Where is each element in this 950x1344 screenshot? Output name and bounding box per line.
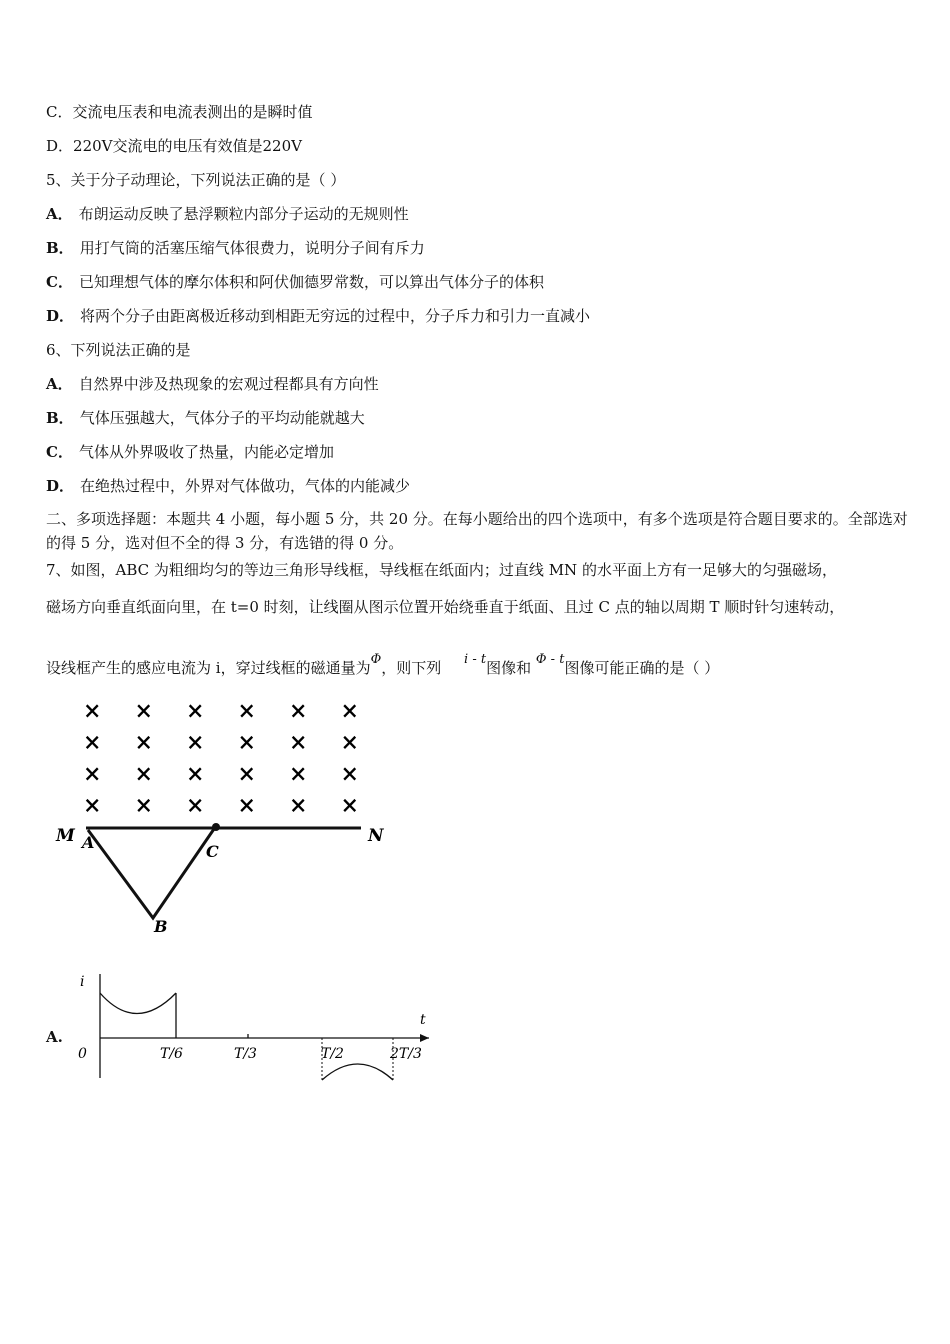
option-label: B．	[46, 409, 74, 427]
q7-line3	[46, 652, 720, 680]
point-c-dot	[212, 823, 220, 831]
field-cross: ×	[186, 698, 205, 724]
field-cross: ×	[186, 792, 205, 819]
q7-text: 图像和	[486, 659, 532, 677]
q4-option-c: C．交流电压表和电流表测出的是瞬时值	[46, 103, 313, 121]
field-cross: ×	[186, 761, 205, 787]
q5-option-a	[46, 204, 409, 224]
current-curve-negative	[322, 1064, 393, 1080]
triangle-loop	[88, 826, 216, 918]
field-cross: ×	[237, 792, 256, 819]
field-cross: ×	[83, 698, 102, 724]
label-n: N	[368, 826, 384, 846]
field-cross: ×	[289, 792, 308, 819]
q4-option-d: D．220V交流电的电压有效值是220V	[46, 137, 302, 155]
option-text: 气体从外界吸收了热量，内能必定增加	[78, 443, 334, 461]
tick-label: T/2	[321, 1046, 344, 1062]
q6-stem: 6、下列说法正确的是	[46, 341, 191, 359]
option-label: D．	[46, 307, 75, 325]
option-label: D．	[46, 477, 75, 495]
option-text: 自然界中涉及热现象的宏观过程都具有方向性	[78, 375, 379, 393]
q7-text: ，则下列	[381, 659, 442, 677]
field-cross: ×	[83, 761, 102, 787]
magnetic-field-figure	[46, 696, 406, 946]
label-m: M	[56, 826, 75, 846]
x-axis-label: t	[420, 1012, 426, 1028]
label-b: B	[154, 917, 168, 936]
option-text: 用打气筒的活塞压缩气体很费力，说明分子间有斥力	[79, 239, 425, 257]
field-cross: ×	[134, 761, 153, 787]
option-a-graph	[74, 966, 444, 1086]
q5-stem: 5、关于分子动理论，下列说法正确的是（ ）	[46, 171, 346, 189]
field-cross: ×	[134, 792, 153, 819]
option-label: A．	[46, 205, 73, 223]
i-t-symbol: i - t	[464, 652, 487, 667]
option-a-label: A.	[46, 1028, 63, 1046]
field-cross: ×	[237, 761, 256, 787]
field-cross: ×	[237, 698, 256, 724]
option-label: A．	[46, 375, 73, 393]
q6-option-a	[46, 374, 379, 394]
field-cross: ×	[83, 792, 102, 819]
origin-label: 0	[78, 1046, 87, 1062]
label-a: A	[82, 833, 95, 852]
phi-symbol: Φ	[370, 652, 382, 667]
field-cross: ×	[340, 729, 359, 756]
option-text: 布朗运动反映了悬浮颗粒内部分子运动的无规则性	[78, 205, 409, 223]
q5-option-d	[46, 306, 590, 326]
q6-option-b	[46, 408, 365, 428]
option-text: 在绝热过程中，外界对气体做功，气体的内能减少	[80, 477, 411, 495]
field-cross: ×	[237, 729, 256, 756]
field-crosses	[83, 698, 359, 819]
q5-option-b	[46, 238, 425, 258]
field-cross: ×	[134, 698, 153, 724]
field-cross: ×	[289, 698, 308, 724]
option-text: 将两个分子由距离极近移动到相距无穷远的过程中，分子斥力和引力一直减小	[80, 307, 591, 325]
q7-line1: 7、如图，ABC 为粗细均匀的等边三角形导线框，导线框在纸面内；过直线 MN 的水平面上方有一足够大的匀强磁场，	[46, 561, 837, 579]
tick-label: 2T/3	[390, 1046, 422, 1062]
current-curve-positive	[100, 993, 176, 1014]
field-cross: ×	[340, 698, 359, 724]
field-cross: ×	[134, 729, 153, 756]
q6-option-c	[46, 442, 334, 462]
option-text: 气体压强越大，气体分子的平均动能就越大	[79, 409, 365, 427]
section-heading: 二、多项选择题：本题共 4 小题，每小题 5 分，共 20 分。在每小题给出的四个选项中，有多个选项是符合题目要求的。全部选对的得 5 分，选对但不全的得 3 分，有选错的得 0 分。	[46, 510, 908, 552]
q7-text: 图像可能正确的是（ ）	[564, 659, 720, 677]
option-label: B．	[46, 239, 74, 257]
q7-line2: 磁场方向垂直纸面向里，在 t=0 时刻，让线圈从图示位置开始绕垂直于纸面、且过 C 点的轴以周期 T 顺时针匀速转动，	[46, 598, 845, 616]
x-axis-arrow-icon	[420, 1034, 429, 1042]
option-label: C．	[46, 273, 73, 291]
y-axis-label: i	[80, 974, 85, 990]
field-cross: ×	[186, 729, 205, 756]
option-text: 已知理想气体的摩尔体积和阿伏伽德罗常数，可以算出气体分子的体积	[78, 273, 544, 291]
q5-option-c	[46, 272, 544, 292]
field-cross: ×	[83, 729, 102, 756]
field-cross: ×	[289, 761, 308, 787]
label-c: C	[206, 842, 219, 861]
tick-label: T/6	[160, 1046, 183, 1062]
phi-t-symbol: Φ - t	[535, 652, 565, 667]
option-label: C．	[46, 443, 73, 461]
q7-text: 设线框产生的感应电流为 i，穿过线框的磁通量为	[46, 659, 371, 677]
tick-label: T/3	[234, 1046, 257, 1062]
field-cross: ×	[340, 761, 359, 787]
field-cross: ×	[289, 729, 308, 756]
field-cross: ×	[340, 792, 359, 819]
q6-option-d	[46, 476, 410, 496]
